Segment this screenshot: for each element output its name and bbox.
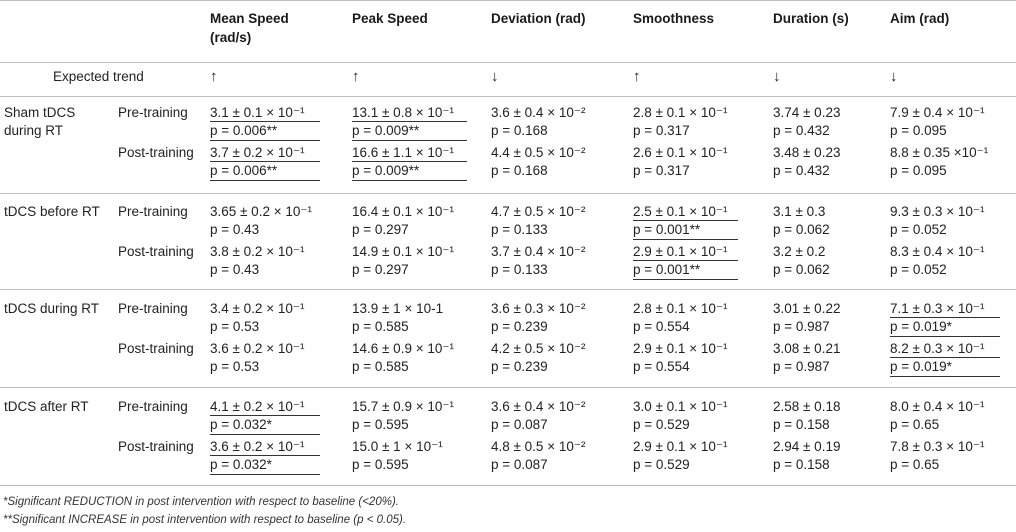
row-separator bbox=[0, 387, 1016, 388]
cell-p-value: p = 0.595 bbox=[352, 457, 409, 472]
row-separator bbox=[0, 0, 1016, 1]
row-label: Post-training bbox=[118, 145, 194, 160]
cell-p-value: p = 0.133 bbox=[491, 262, 548, 277]
significance-underline bbox=[210, 180, 320, 181]
cell-p-value: p = 0.087 bbox=[491, 457, 548, 472]
cell-p-value: p = 0.987 bbox=[773, 359, 830, 374]
cell-value: 3.01 ± 0.22 bbox=[773, 301, 841, 316]
cell-value: 15.0 ± 1 × 10⁻¹ bbox=[352, 439, 443, 454]
cell-p-value: p = 0.43 bbox=[210, 262, 260, 277]
cell-p-value: p = 0.032* bbox=[210, 417, 272, 432]
significance-underline bbox=[352, 121, 467, 122]
cell-p-value: p = 0.554 bbox=[633, 359, 690, 374]
cell-p-value: p = 0.095 bbox=[890, 163, 947, 178]
trend-arrow: ↓ bbox=[890, 68, 898, 85]
cell-value: 9.3 ± 0.3 × 10⁻¹ bbox=[890, 204, 985, 219]
cell-value: 3.8 ± 0.2 × 10⁻¹ bbox=[210, 244, 305, 259]
cell-value: 13.9 ± 1 × 10-1 bbox=[352, 301, 444, 316]
cell-p-value: p = 0.158 bbox=[773, 457, 830, 472]
row-separator bbox=[0, 485, 1016, 486]
cell-p-value: p = 0.53 bbox=[210, 319, 260, 334]
cell-value: 4.2 ± 0.5 × 10⁻² bbox=[491, 341, 586, 356]
cell-p-value: p = 0.133 bbox=[491, 222, 548, 237]
cell-value: 2.9 ± 0.1 × 10⁻¹ bbox=[633, 439, 728, 454]
footnote: *Significant REDUCTION in post intervention with respect to baseline (<20%). bbox=[3, 496, 399, 508]
trend-arrow: ↑ bbox=[352, 68, 360, 85]
cell-value: 8.0 ± 0.4 × 10⁻¹ bbox=[890, 399, 985, 414]
significance-underline bbox=[890, 376, 1000, 377]
row-separator bbox=[0, 62, 1016, 63]
cell-value: 8.3 ± 0.4 × 10⁻¹ bbox=[890, 244, 985, 259]
trend-arrow: ↓ bbox=[773, 68, 781, 85]
cell-value: 3.6 ± 0.4 × 10⁻² bbox=[491, 105, 586, 120]
column-header: Deviation (rad) bbox=[491, 11, 586, 26]
group-label: tDCS after RT bbox=[4, 399, 89, 414]
trend-arrow: ↑ bbox=[633, 68, 641, 85]
cell-value: 3.7 ± 0.2 × 10⁻¹ bbox=[210, 145, 305, 160]
cell-value: 4.1 ± 0.2 × 10⁻¹ bbox=[210, 399, 305, 414]
cell-p-value: p = 0.239 bbox=[491, 359, 548, 374]
cell-p-value: p = 0.529 bbox=[633, 457, 690, 472]
cell-p-value: p = 0.009** bbox=[352, 163, 420, 178]
cell-value: 8.8 ± 0.35 ×10⁻¹ bbox=[890, 145, 989, 160]
cell-value: 4.8 ± 0.5 × 10⁻² bbox=[491, 439, 586, 454]
cell-value: 2.9 ± 0.1 × 10⁻¹ bbox=[633, 244, 728, 259]
row-separator bbox=[0, 96, 1016, 97]
cell-p-value: p = 0.987 bbox=[773, 319, 830, 334]
row-separator bbox=[0, 289, 1016, 290]
row-label: Pre-training bbox=[118, 399, 188, 414]
cell-value: 3.7 ± 0.4 × 10⁻² bbox=[491, 244, 586, 259]
cell-p-value: p = 0.032* bbox=[210, 457, 272, 472]
significance-underline bbox=[352, 180, 467, 181]
trend-arrow: ↑ bbox=[210, 68, 218, 85]
significance-underline bbox=[210, 161, 320, 162]
cell-p-value: p = 0.65 bbox=[890, 457, 940, 472]
cell-p-value: p = 0.432 bbox=[773, 123, 830, 138]
cell-value: 16.6 ± 1.1 × 10⁻¹ bbox=[352, 145, 454, 160]
cell-p-value: p = 0.297 bbox=[352, 262, 409, 277]
cell-p-value: p = 0.062 bbox=[773, 262, 830, 277]
cell-p-value: p = 0.001** bbox=[633, 262, 701, 277]
column-header: (rad/s) bbox=[210, 30, 252, 45]
significance-underline bbox=[890, 336, 1000, 337]
row-label: Post-training bbox=[118, 244, 194, 259]
cell-value: 3.6 ± 0.2 × 10⁻¹ bbox=[210, 341, 305, 356]
cell-p-value: p = 0.65 bbox=[890, 417, 940, 432]
cell-p-value: p = 0.006** bbox=[210, 123, 278, 138]
group-label: Sham tDCS bbox=[4, 105, 76, 120]
cell-value: 2.5 ± 0.1 × 10⁻¹ bbox=[633, 204, 728, 219]
group-label: tDCS during RT bbox=[4, 301, 100, 316]
significance-underline bbox=[352, 161, 467, 162]
cell-p-value: p = 0.006** bbox=[210, 163, 278, 178]
cell-value: 4.4 ± 0.5 × 10⁻² bbox=[491, 145, 586, 160]
cell-p-value: p = 0.052 bbox=[890, 222, 947, 237]
cell-value: 2.6 ± 0.1 × 10⁻¹ bbox=[633, 145, 728, 160]
cell-value: 13.1 ± 0.8 × 10⁻¹ bbox=[352, 105, 454, 120]
cell-value: 3.2 ± 0.2 bbox=[773, 244, 826, 259]
significance-underline bbox=[633, 239, 738, 240]
cell-p-value: p = 0.001** bbox=[633, 222, 701, 237]
significance-underline bbox=[210, 415, 320, 416]
cell-p-value: p = 0.062 bbox=[773, 222, 830, 237]
cell-p-value: p = 0.087 bbox=[491, 417, 548, 432]
row-label: Pre-training bbox=[118, 301, 188, 316]
significance-underline bbox=[633, 260, 738, 261]
cell-value: 2.9 ± 0.1 × 10⁻¹ bbox=[633, 341, 728, 356]
row-label: Post-training bbox=[118, 439, 194, 454]
cell-p-value: p = 0.095 bbox=[890, 123, 947, 138]
cell-value: 2.94 ± 0.19 bbox=[773, 439, 841, 454]
cell-p-value: p = 0.009** bbox=[352, 123, 420, 138]
cell-value: 2.8 ± 0.1 × 10⁻¹ bbox=[633, 105, 728, 120]
significance-underline bbox=[633, 279, 738, 280]
cell-p-value: p = 0.019* bbox=[890, 319, 952, 334]
significance-underline bbox=[210, 121, 320, 122]
cell-p-value: p = 0.158 bbox=[773, 417, 830, 432]
cell-value: 3.6 ± 0.4 × 10⁻² bbox=[491, 399, 586, 414]
cell-p-value: p = 0.43 bbox=[210, 222, 260, 237]
cell-value: 7.1 ± 0.3 × 10⁻¹ bbox=[890, 301, 985, 316]
column-header: Aim (rad) bbox=[890, 11, 950, 26]
cell-value: 15.7 ± 0.9 × 10⁻¹ bbox=[352, 399, 454, 414]
column-header: Mean Speed bbox=[210, 11, 289, 26]
cell-p-value: p = 0.168 bbox=[491, 123, 548, 138]
cell-p-value: p = 0.317 bbox=[633, 123, 690, 138]
column-header: Duration (s) bbox=[773, 11, 849, 26]
cell-value: 7.8 ± 0.3 × 10⁻¹ bbox=[890, 439, 985, 454]
row-label: Pre-training bbox=[118, 105, 188, 120]
cell-p-value: p = 0.53 bbox=[210, 359, 260, 374]
significance-underline bbox=[210, 140, 320, 141]
column-header: Peak Speed bbox=[352, 11, 428, 26]
cell-p-value: p = 0.317 bbox=[633, 163, 690, 178]
significance-underline bbox=[210, 455, 320, 456]
cell-value: 3.1 ± 0.3 bbox=[773, 204, 826, 219]
footnote: **Significant INCREASE in post intervention with respect to baseline (p < 0.05). bbox=[3, 514, 407, 526]
group-label: tDCS before RT bbox=[4, 204, 100, 219]
trend-arrow: ↓ bbox=[491, 68, 499, 85]
row-separator bbox=[0, 193, 1016, 194]
cell-value: 3.6 ± 0.2 × 10⁻¹ bbox=[210, 439, 305, 454]
cell-value: 3.65 ± 0.2 × 10⁻¹ bbox=[210, 204, 312, 219]
cell-p-value: p = 0.432 bbox=[773, 163, 830, 178]
significance-underline bbox=[210, 434, 320, 435]
significance-underline bbox=[890, 317, 1000, 318]
cell-value: 3.08 ± 0.21 bbox=[773, 341, 841, 356]
significance-underline bbox=[352, 140, 467, 141]
row-label: Pre-training bbox=[118, 204, 188, 219]
cell-value: 2.58 ± 0.18 bbox=[773, 399, 841, 414]
cell-value: 3.48 ± 0.23 bbox=[773, 145, 841, 160]
cell-value: 3.0 ± 0.1 × 10⁻¹ bbox=[633, 399, 728, 414]
cell-value: 3.1 ± 0.1 × 10⁻¹ bbox=[210, 105, 305, 120]
group-label: during RT bbox=[4, 123, 64, 138]
cell-p-value: p = 0.595 bbox=[352, 417, 409, 432]
cell-value: 3.74 ± 0.23 bbox=[773, 105, 841, 120]
cell-p-value: p = 0.585 bbox=[352, 319, 409, 334]
row-label: Post-training bbox=[118, 341, 194, 356]
significance-underline bbox=[890, 357, 1000, 358]
significance-underline bbox=[210, 474, 320, 475]
cell-value: 14.9 ± 0.1 × 10⁻¹ bbox=[352, 244, 454, 259]
cell-p-value: p = 0.239 bbox=[491, 319, 548, 334]
cell-value: 7.9 ± 0.4 × 10⁻¹ bbox=[890, 105, 985, 120]
cell-value: 3.4 ± 0.2 × 10⁻¹ bbox=[210, 301, 305, 316]
column-header: Smoothness bbox=[633, 11, 715, 26]
cell-p-value: p = 0.052 bbox=[890, 262, 947, 277]
cell-value: 2.8 ± 0.1 × 10⁻¹ bbox=[633, 301, 728, 316]
cell-p-value: p = 0.297 bbox=[352, 222, 409, 237]
cell-p-value: p = 0.168 bbox=[491, 163, 548, 178]
cell-value: 8.2 ± 0.3 × 10⁻¹ bbox=[890, 341, 985, 356]
expected-trend-label: Expected trend bbox=[53, 69, 144, 84]
cell-value: 4.7 ± 0.5 × 10⁻² bbox=[491, 204, 586, 219]
cell-p-value: p = 0.554 bbox=[633, 319, 690, 334]
cell-p-value: p = 0.529 bbox=[633, 417, 690, 432]
cell-p-value: p = 0.019* bbox=[890, 359, 952, 374]
cell-value: 16.4 ± 0.1 × 10⁻¹ bbox=[352, 204, 454, 219]
cell-value: 14.6 ± 0.9 × 10⁻¹ bbox=[352, 341, 454, 356]
cell-value: 3.6 ± 0.3 × 10⁻² bbox=[491, 301, 586, 316]
significance-underline bbox=[633, 220, 738, 221]
cell-p-value: p = 0.585 bbox=[352, 359, 409, 374]
